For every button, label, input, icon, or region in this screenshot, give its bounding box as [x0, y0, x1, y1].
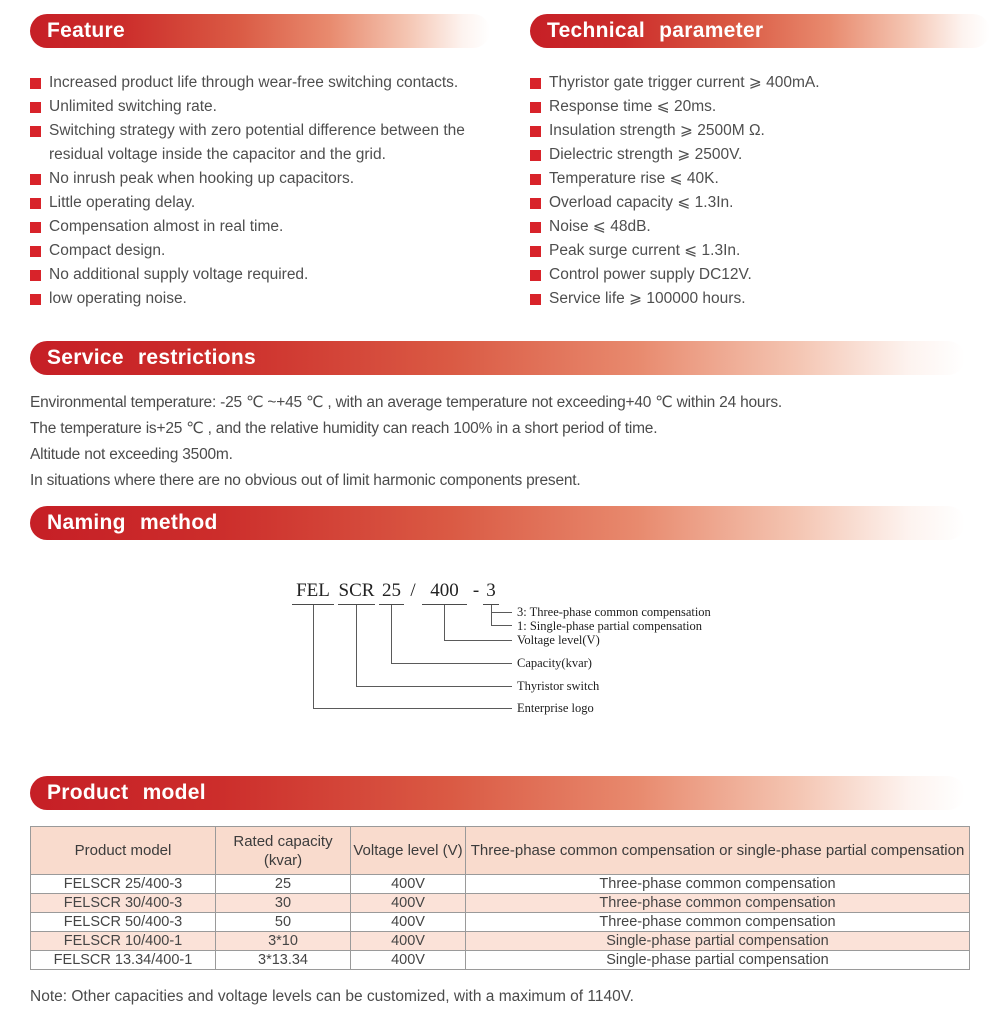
cell-compensation: Single-phase partial compensation — [466, 951, 970, 970]
cell-model: FELSCR 25/400-3 — [31, 875, 216, 894]
bullet-square-icon — [530, 126, 541, 137]
bullet-square-icon — [530, 198, 541, 209]
connector-line — [444, 605, 445, 640]
cell-capacity: 25 — [216, 875, 351, 894]
connector-line — [356, 605, 357, 686]
naming-diagram — [290, 578, 730, 728]
code-part-capacity: 25 — [379, 578, 404, 605]
bullet-square-icon — [530, 102, 541, 113]
naming-label-enterprise: Enterprise logo — [517, 701, 594, 715]
connector-line — [313, 605, 314, 708]
connector-line — [491, 625, 512, 626]
table-row — [31, 913, 970, 932]
feature-item-text: Switching strategy with zero potential difference between the residual voltage inside the capacitor and the grid. — [49, 122, 465, 163]
feature-title: Feature — [47, 19, 125, 42]
feature-item-text: Little operating delay. — [49, 194, 196, 211]
cell-model: FELSCR 13.34/400-1 — [31, 951, 216, 970]
bullet-square-icon — [30, 126, 41, 137]
service-restrictions-banner — [30, 341, 965, 375]
bullet-square-icon — [530, 246, 541, 257]
bullet-square-icon — [530, 78, 541, 89]
table-row — [31, 894, 970, 913]
bullet-square-icon — [30, 222, 41, 233]
connector-line — [444, 640, 512, 641]
bullet-square-icon — [30, 102, 41, 113]
product-model-banner — [30, 776, 965, 810]
cell-compensation: Three-phase common compensation — [466, 894, 970, 913]
list-item — [530, 239, 990, 263]
service-line: Environmental temperature: -25 ℃ ~+45 ℃ , with an average temperature not exceeding+40 ℃ within 24 hours. — [30, 394, 782, 411]
technical-item-text: Dielectric strength ⩾ 2500V. — [549, 146, 743, 163]
technical-item-text: Noise ⩽ 48dB. — [549, 218, 651, 235]
list-item — [30, 119, 490, 167]
list-item — [530, 215, 990, 239]
list-item — [30, 263, 490, 287]
service-line: The temperature is+25 ℃ , and the relative humidity can reach 100% in a short period of time. — [30, 420, 658, 437]
column-header-product-model: Product model — [31, 827, 216, 875]
list-item — [30, 239, 490, 263]
cell-compensation: Three-phase common compensation — [466, 913, 970, 932]
feature-item-text: No inrush peak when hooking up capacitors. — [49, 170, 355, 187]
service-restrictions-text — [30, 390, 970, 494]
feature-item-text: Compensation almost in real time. — [49, 218, 284, 235]
bullet-square-icon — [530, 294, 541, 305]
technical-item-text: Response time ⩽ 20ms. — [549, 98, 717, 115]
cell-capacity: 50 — [216, 913, 351, 932]
cell-capacity: 30 — [216, 894, 351, 913]
bullet-square-icon — [530, 270, 541, 281]
list-item — [30, 287, 490, 311]
column-header-voltage-level: Voltage level (V) — [351, 827, 466, 875]
code-part-phase: 3 — [483, 578, 499, 605]
list-item — [30, 191, 490, 215]
bullet-square-icon — [30, 270, 41, 281]
list-item — [530, 143, 990, 167]
feature-item-text: Increased product life through wear-free switching contacts. — [49, 74, 459, 91]
table-row — [31, 932, 970, 951]
feature-banner — [30, 14, 490, 48]
list-item — [30, 95, 490, 119]
connector-line — [391, 605, 392, 663]
column-header-compensation: Three-phase common compensation or single-phase partial compensation — [466, 827, 970, 875]
table-row — [31, 951, 970, 970]
cell-compensation: Single-phase partial compensation — [466, 932, 970, 951]
technical-item-text: Insulation strength ⩾ 2500M Ω. — [549, 122, 765, 139]
connector-line — [491, 612, 512, 613]
service-line: In situations where there are no obvious out of limit harmonic components present. — [30, 472, 581, 489]
cell-capacity: 3*10 — [216, 932, 351, 951]
service-restrictions-title: Service restrictions — [47, 346, 256, 369]
technical-item-text: Control power supply DC12V. — [549, 266, 752, 283]
section-product-model — [30, 776, 970, 970]
section-naming-method — [30, 506, 970, 715]
customization-note: Note: Other capacities and voltage levels can be customized, with a maximum of 1140V. — [30, 988, 634, 1005]
list-item — [530, 71, 990, 95]
naming-label-three-phase: 3: Three-phase common compensation — [517, 605, 711, 619]
product-model-table — [30, 826, 970, 970]
section-technical-parameter — [530, 14, 990, 311]
bullet-square-icon — [30, 174, 41, 185]
list-item — [530, 95, 990, 119]
connector-line — [356, 686, 512, 687]
naming-method-banner — [30, 506, 965, 540]
cell-model: FELSCR 30/400-3 — [31, 894, 216, 913]
code-separator-dash: - — [472, 580, 480, 601]
section-service-restrictions — [30, 341, 970, 494]
column-header-rated-capacity: Rated capacity (kvar) — [216, 827, 351, 875]
bullet-square-icon — [530, 150, 541, 161]
code-separator-slash: / — [410, 580, 416, 601]
list-item — [530, 287, 990, 311]
technical-item-text: Peak surge current ⩽ 1.3In. — [549, 242, 741, 259]
cell-voltage: 400V — [351, 913, 466, 932]
cell-voltage: 400V — [351, 894, 466, 913]
cell-voltage: 400V — [351, 875, 466, 894]
section-feature — [30, 14, 490, 311]
bullet-square-icon — [530, 222, 541, 233]
technical-item-text: Overload capacity ⩽ 1.3In. — [549, 194, 734, 211]
code-part-enterprise: FEL — [292, 578, 334, 605]
feature-item-text: Compact design. — [49, 242, 166, 259]
feature-item-text: Unlimited switching rate. — [49, 98, 217, 115]
list-item — [530, 263, 990, 287]
feature-item-text: No additional supply voltage required. — [49, 266, 309, 283]
list-item — [30, 167, 490, 191]
service-line: Altitude not exceeding 3500m. — [30, 446, 233, 463]
cell-voltage: 400V — [351, 951, 466, 970]
technical-parameter-list — [530, 71, 990, 311]
list-item — [530, 167, 990, 191]
bullet-square-icon — [530, 174, 541, 185]
cell-model: FELSCR 50/400-3 — [31, 913, 216, 932]
feature-item-text: low operating noise. — [49, 290, 187, 307]
technical-parameter-title: Technical parameter — [547, 19, 764, 42]
technical-item-text: Service life ⩾ 100000 hours. — [549, 290, 746, 307]
cell-model: FELSCR 10/400-1 — [31, 932, 216, 951]
connector-line — [491, 605, 492, 625]
technical-item-text: Temperature rise ⩽ 40K. — [549, 170, 719, 187]
connector-line — [313, 708, 512, 709]
naming-label-single-phase: 1: Single-phase partial compensation — [517, 619, 703, 633]
list-item — [530, 119, 990, 143]
feature-list — [30, 71, 490, 311]
bullet-square-icon — [30, 198, 41, 209]
code-part-switch-type: SCR — [338, 578, 375, 605]
bullet-square-icon — [30, 78, 41, 89]
technical-parameter-banner — [530, 14, 990, 48]
table-header-row — [31, 827, 970, 875]
list-item — [30, 215, 490, 239]
code-part-voltage: 400 — [422, 578, 467, 605]
technical-item-text: Thyristor gate trigger current ⩾ 400mA. — [549, 74, 820, 91]
product-model-title: Product model — [47, 781, 206, 804]
naming-label-thyristor: Thyristor switch — [517, 679, 600, 693]
connector-line — [391, 663, 512, 664]
bullet-square-icon — [30, 294, 41, 305]
cell-capacity: 3*13.34 — [216, 951, 351, 970]
list-item — [530, 191, 990, 215]
naming-label-capacity: Capacity(kvar) — [517, 656, 592, 670]
bullet-square-icon — [30, 246, 41, 257]
cell-compensation: Three-phase common compensation — [466, 875, 970, 894]
table-row — [31, 875, 970, 894]
cell-voltage: 400V — [351, 932, 466, 951]
naming-method-title: Naming method — [47, 511, 218, 534]
list-item — [30, 71, 490, 95]
naming-label-voltage: Voltage level(V) — [517, 633, 600, 647]
